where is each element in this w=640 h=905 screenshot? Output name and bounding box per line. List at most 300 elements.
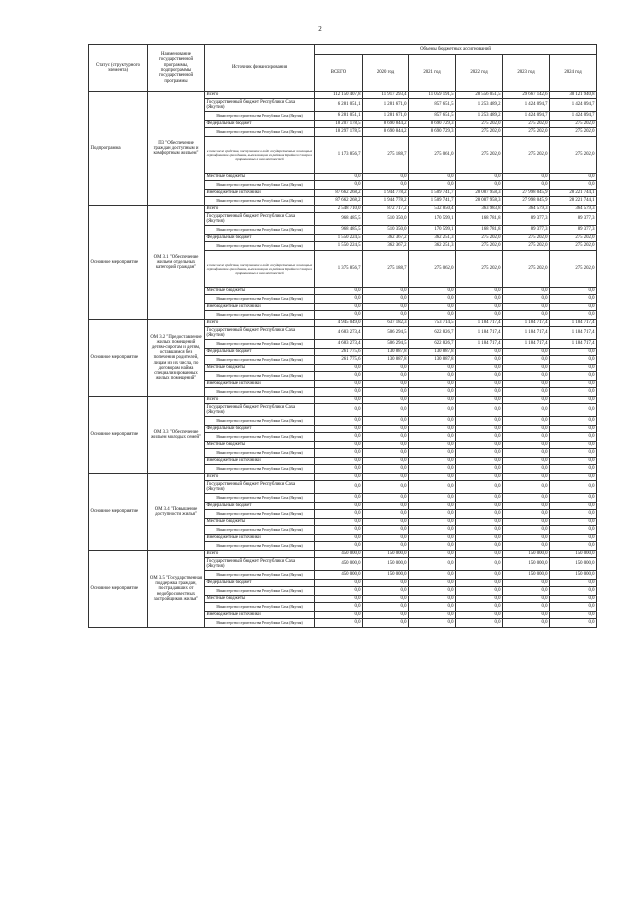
year-value-cell: 0,0 [550,474,597,481]
year-value-cell: 0,0 [409,449,456,458]
year-value-cell: 150 000,0 [503,551,550,558]
total-value-cell: 0,0 [315,433,363,442]
year-value-cell: 0,0 [363,503,409,510]
year-value-cell: 0,0 [456,388,503,397]
year-value-cell: 130 887,8 [363,356,409,365]
year-value-cell: 0,0 [363,619,409,628]
table-header-row [89,45,597,55]
year-value-cell: 0,0 [409,580,456,587]
year-value-cell: 0,0 [363,365,409,372]
total-value-cell: 87 662 268,2 [315,190,363,197]
funding-source-cell: Министерство строительства Республики Саха (Якутия) [205,603,315,612]
year-value-cell: 1 184 717,4 [550,340,597,349]
year-value-cell: 1 509 741,7 [409,197,456,206]
year-value-cell: 0,0 [550,619,597,628]
year-value-cell: 510 350,0 [363,213,409,226]
year-value-cell: 1 184 717,4 [550,320,597,327]
year-value-cell: 0,0 [550,433,597,442]
program-name-cell: ОМ 3.4 "Повышение доступности жилья" [148,474,205,551]
funding-source-cell: в том числе средства, поступившие в виде государственных жилищных сертификатов гражданам, выезжающим из районов Крайнего Севера и приравненных к ним местностей [205,137,315,174]
year-value-cell: 0,0 [456,381,503,388]
year-value-cell: 0,0 [503,426,550,433]
year-value-cell: 0,0 [456,612,503,619]
year-value-cell: 532 850,4 [409,206,456,213]
total-value-cell: 0,0 [315,481,363,494]
year-value-cell: 130 887,8 [409,349,456,356]
year-value-cell: 0,0 [363,510,409,519]
total-value-cell: 6 281 051,1 [315,112,363,121]
year-value-cell: 275 202,0 [503,137,550,174]
year-value-cell: 0,0 [363,433,409,442]
year-value-cell: 0,0 [456,551,503,558]
total-value-cell: 0,0 [315,458,363,465]
total-value-cell: 0,0 [315,181,363,190]
year-value-cell: 150 000,0 [503,558,550,571]
year-value-cell: 0,0 [503,295,550,304]
year-value-cell: 0,0 [550,426,597,433]
year-value-cell: 150 000,0 [363,551,409,558]
year-value-cell: 0,0 [456,404,503,417]
year-value-cell: 0,0 [550,442,597,449]
year-value-cell: 872 717,2 [363,206,409,213]
year-value-cell: 89 377,3 [550,213,597,226]
funding-source-cell: Министерство строительства Республики Саха (Якутия) [205,372,315,381]
year-value-cell: 0,0 [503,349,550,356]
year-value-cell: 622 826,7 [409,340,456,349]
funding-source-cell: Министерство строительства Республики Саха (Якутия) [205,587,315,596]
year-value-cell: 0,0 [363,304,409,311]
year-value-cell: 0,0 [363,587,409,596]
year-value-cell: 0,0 [550,356,597,365]
funding-source-cell: Местные бюджеты [205,596,315,603]
year-value-cell: 0,0 [456,465,503,474]
year-value-cell: 0,0 [363,404,409,417]
year-value-cell: 0,0 [409,519,456,526]
year-value-cell: 0,0 [363,612,409,619]
year-value-cell: 30 121 940,8 [550,92,597,99]
funding-source-cell: Государственный бюджет Республики Саха (Якутия) [205,404,315,417]
year-value-cell: 150 000,0 [363,558,409,571]
year-value-cell: 510 350,0 [363,226,409,235]
year-value-cell: 11 917 293,4 [363,92,409,99]
year-value-cell: 0,0 [503,442,550,449]
total-value-cell: 450 000,0 [315,571,363,580]
year-value-cell: 0,0 [503,481,550,494]
year-value-cell: 0,0 [456,372,503,381]
year-value-cell: 0,0 [456,304,503,311]
year-value-cell: 0,0 [363,474,409,481]
total-value-cell: 0,0 [315,426,363,433]
year-value-cell: 0,0 [456,580,503,587]
year-value-cell: 0,0 [550,181,597,190]
year-value-cell: 0,0 [503,612,550,619]
year-value-cell: 0,0 [456,519,503,526]
year-value-cell: 275 061,0 [409,137,456,174]
year-value-cell: 0,0 [550,404,597,417]
year-value-cell: 0,0 [550,417,597,426]
year-value-cell: 0,0 [456,503,503,510]
total-value-cell: 0,0 [315,510,363,519]
total-value-cell: 0,0 [315,619,363,628]
year-value-cell: 0,0 [503,288,550,295]
year-value-cell: 28 087 958,3 [456,190,503,197]
year-value-cell: 0,0 [550,372,597,381]
year-value-cell: 0,0 [363,449,409,458]
status-cell: Основное мероприятие [89,474,148,551]
year-value-cell: 0,0 [409,481,456,494]
funding-source-cell: Внебюджетные источники [205,535,315,542]
funding-source-cell: Министерство строительства Республики Саха (Якутия) [205,295,315,304]
year-value-cell: 275 202,0 [456,235,503,242]
year-value-cell: 0,0 [363,458,409,465]
year-value-cell: 275 202,0 [456,121,503,128]
year-value-cell: 0,0 [456,481,503,494]
funding-source-cell: Федеральный бюджет [205,503,315,510]
funding-source-cell: Внебюджетные источники [205,612,315,619]
year-value-cell: 275 188,7 [363,137,409,174]
year-value-cell: 0,0 [363,526,409,535]
year-header: 2022 год [456,55,503,92]
funding-source-cell: Внебюджетные источники [205,458,315,465]
total-value-cell: 0,0 [315,603,363,612]
total-value-cell: 0,0 [315,596,363,603]
total-value-cell: 0,0 [315,449,363,458]
funding-source-cell: Всего [205,320,315,327]
year-value-cell: 275 202,0 [550,251,597,288]
year-value-cell: 130 887,8 [409,356,456,365]
year-value-cell: 0,0 [363,519,409,526]
year-value-cell: 0,0 [456,619,503,628]
year-value-cell: 0,0 [550,311,597,320]
year-value-cell: 0,0 [503,404,550,417]
year-value-cell: 0,0 [409,596,456,603]
table-row [89,206,597,213]
year-value-cell: 0,0 [363,481,409,494]
year-value-cell: 28 087 958,3 [456,197,503,206]
year-value-cell: 0,0 [456,295,503,304]
funding-source-cell: Внебюджетные источники [205,190,315,197]
year-value-cell: 275 202,0 [456,137,503,174]
funding-source-cell: Всего [205,92,315,99]
funding-source-cell: Министерство строительства Республики Саха (Якутия) [205,242,315,251]
year-value-cell: 0,0 [550,288,597,295]
funding-source-cell: Министерство строительства Республики Саха (Якутия) [205,356,315,365]
year-value-cell: 8 690 729,3 [409,121,456,128]
year-value-cell: 0,0 [456,542,503,551]
year-value-cell: 0,0 [456,311,503,320]
program-name-cell: П3 "Обеспечение граждан доступным и комфортным жильем" [148,92,205,206]
year-value-cell: 0,0 [503,311,550,320]
year-value-cell: 275 062,0 [409,251,456,288]
year-value-cell: 0,0 [503,458,550,465]
funding-source-cell: Министерство строительства Республики Саха (Якутия) [205,181,315,190]
year-value-cell: 0,0 [550,381,597,388]
year-value-cell: 0,0 [503,580,550,587]
year-value-cell: 0,0 [550,388,597,397]
total-value-cell: 112 150 407,8 [315,92,363,99]
year-value-cell: 0,0 [409,571,456,580]
year-value-cell: 0,0 [409,174,456,181]
year-value-cell: 0,0 [503,174,550,181]
year-value-cell: 0,0 [503,519,550,526]
status-cell: Основное мероприятие [89,397,148,474]
table-row [89,320,597,327]
year-value-cell: 0,0 [363,288,409,295]
total-value-cell: 0,0 [315,503,363,510]
funding-source-cell: Всего [205,397,315,404]
year-value-cell: 89 377,3 [503,226,550,235]
funding-source-cell: Министерство строительства Республики Саха (Якутия) [205,128,315,137]
year-value-cell: 1 424 094,7 [550,112,597,121]
status-cell: Основное мероприятие [89,206,148,320]
year-value-cell: 0,0 [456,426,503,433]
table-row [89,397,597,404]
year-value-cell: 0,0 [550,449,597,458]
funding-source-cell: Государственный бюджет Республики Саха (Якутия) [205,481,315,494]
year-value-cell: 1 184 717,4 [456,327,503,340]
year-value-cell: 275 202,0 [456,242,503,251]
year-value-cell: 0,0 [409,494,456,503]
year-value-cell: 1 253 489,2 [456,112,503,121]
program-name-cell: ОМ 3.2 "Предоставление жилых помещений детям-сиротам и детям, оставшимся без попечения родителей, лицам из их числа, по договорам найма специализированных жилых помещений" [148,320,205,397]
funding-source-cell: Всего [205,474,315,481]
total-value-cell: 0,0 [315,494,363,503]
year-value-cell: 8 690 844,2 [363,121,409,128]
year-value-cell: 362 251,3 [409,242,456,251]
year-value-cell: 0,0 [550,365,597,372]
year-value-cell: 0,0 [363,426,409,433]
year-value-cell: 0,0 [409,587,456,596]
year-value-cell: 0,0 [503,388,550,397]
year-value-cell: 363 983,8 [456,206,503,213]
year-value-cell: 275 202,0 [456,251,503,288]
year-value-cell: 0,0 [363,388,409,397]
year-value-cell: 1 184 717,4 [550,327,597,340]
funding-source-cell: Государственный бюджет Республики Саха (Якутия) [205,327,315,340]
total-value-cell: 0,0 [315,580,363,587]
total-value-cell: 1 550 224,5 [315,242,363,251]
year-value-cell: 275 202,0 [550,128,597,137]
year-value-cell: 0,0 [456,417,503,426]
total-value-cell: 0,0 [315,526,363,535]
funding-source-cell: Местные бюджеты [205,174,315,181]
total-value-cell: 0,0 [315,519,363,526]
year-value-cell: 0,0 [409,388,456,397]
year-value-cell: 0,0 [550,349,597,356]
year-value-cell: 0,0 [550,494,597,503]
year-value-cell: 0,0 [409,551,456,558]
year-value-cell: 0,0 [550,603,597,612]
program-name-header: Наименование государственной программы, подпрограммы государственной программы [148,45,205,92]
total-value-cell: 0,0 [315,535,363,542]
year-value-cell: 0,0 [409,558,456,571]
year-value-cell: 0,0 [503,596,550,603]
year-value-cell: 0,0 [503,449,550,458]
total-value-cell: 1 550 224,5 [315,235,363,242]
year-value-cell: 0,0 [456,397,503,404]
year-value-cell: 0,0 [550,580,597,587]
year-value-cell: 0,0 [550,397,597,404]
year-value-cell: 0,0 [550,458,597,465]
year-value-cell: 364 579,3 [503,206,550,213]
year-value-cell: 0,0 [409,535,456,542]
total-value-cell: 0,0 [315,304,363,311]
year-value-cell: 275 202,0 [503,128,550,137]
funding-source-cell: Внебюджетные источники [205,381,315,388]
year-value-cell: 0,0 [503,510,550,519]
year-value-cell: 0,0 [503,535,550,542]
status-header: Статус (структурного элемента) [89,45,148,92]
year-value-cell: 168 781,8 [456,213,503,226]
funding-source-cell: Федеральный бюджет [205,349,315,356]
year-value-cell: 0,0 [409,381,456,388]
total-value-cell: 968 485,5 [315,213,363,226]
funding-source-cell: Государственный бюджет Республики Саха (Якутия) [205,99,315,112]
year-value-cell: 0,0 [550,612,597,619]
year-value-cell: 0,0 [363,535,409,542]
year-value-cell: 0,0 [503,181,550,190]
funding-source-cell: Местные бюджеты [205,519,315,526]
year-value-cell: 0,0 [550,295,597,304]
status-cell: Основное мероприятие [89,551,148,628]
year-value-cell: 1 184 717,4 [503,340,550,349]
year-value-cell: 1 253 489,2 [456,99,503,112]
funding-source-cell: Всего [205,551,315,558]
year-header: 2020 год [363,55,409,92]
funding-source-cell: Федеральный бюджет [205,235,315,242]
total-value-cell: 968 485,5 [315,226,363,235]
program-name-cell: ОМ 3.3 "Обеспечение жильем молодых семей" [148,397,205,474]
year-value-cell: 0,0 [456,433,503,442]
year-value-cell: 0,0 [503,465,550,474]
table-row [89,551,597,558]
year-value-cell: 0,0 [363,397,409,404]
total-value-cell: 0,0 [315,365,363,372]
year-value-cell: 275 202,0 [550,137,597,174]
year-value-cell: 0,0 [503,474,550,481]
year-value-cell: 0,0 [456,356,503,365]
year-value-cell: 0,0 [409,288,456,295]
total-value-cell: 450 000,0 [315,558,363,571]
year-value-cell: 0,0 [409,603,456,612]
funding-source-cell: Министерство строительства Республики Саха (Якутия) [205,197,315,206]
year-value-cell: 0,0 [409,619,456,628]
year-value-cell: 27 998 045,9 [503,190,550,197]
year-value-cell: 0,0 [456,596,503,603]
year-value-cell: 0,0 [409,458,456,465]
year-value-cell: 0,0 [503,356,550,365]
year-value-cell: 362 367,2 [363,242,409,251]
year-value-cell: 0,0 [456,458,503,465]
year-value-cell: 150 000,0 [550,558,597,571]
funding-source-cell: Федеральный бюджет [205,580,315,587]
total-value-cell: 0,0 [315,388,363,397]
total-value-cell: 0,0 [315,397,363,404]
year-value-cell: 0,0 [456,442,503,449]
year-value-cell: 0,0 [503,526,550,535]
year-value-cell: 0,0 [456,181,503,190]
year-value-cell: 0,0 [550,526,597,535]
year-value-cell: 637 182,3 [363,320,409,327]
total-value-cell: 6 281 051,1 [315,99,363,112]
total-value-cell: 0,0 [315,442,363,449]
year-value-cell: 0,0 [456,365,503,372]
year-value-cell: 275 202,0 [503,235,550,242]
year-value-cell: 0,0 [503,381,550,388]
year-value-cell: 150 000,0 [503,571,550,580]
total-value-cell: 0,0 [315,295,363,304]
year-header: 2024 год [550,55,597,92]
year-value-cell: 0,0 [456,494,503,503]
funding-source-cell: Министерство строительства Республики Саха (Якутия) [205,465,315,474]
year-value-cell: 1 281 671,0 [363,112,409,121]
year-value-cell: 0,0 [409,404,456,417]
year-value-cell: 0,0 [409,433,456,442]
year-value-cell: 506 294,5 [363,327,409,340]
total-value-cell: 18 297 178,5 [315,128,363,137]
year-value-cell: 0,0 [456,535,503,542]
year-value-cell: 0,0 [409,542,456,551]
year-value-cell: 0,0 [456,510,503,519]
funding-source-cell: Министерство строительства Республики Саха (Якутия) [205,112,315,121]
year-value-cell: 0,0 [363,542,409,551]
funding-source-cell: Министерство строительства Республики Саха (Якутия) [205,510,315,519]
funding-source-cell: Всего [205,206,315,213]
year-value-cell: 275 202,0 [550,242,597,251]
total-value-cell: 4 683 273,4 [315,327,363,340]
total-value-cell: 0,0 [315,465,363,474]
funding-source-cell: Местные бюджеты [205,442,315,449]
year-value-cell: 275 202,0 [456,128,503,137]
year-value-cell: 0,0 [503,542,550,551]
total-value-cell: 0,0 [315,612,363,619]
year-value-cell: 0,0 [409,503,456,510]
total-value-cell: 0,0 [315,311,363,320]
year-value-cell: 150 000,0 [363,571,409,580]
year-value-cell: 0,0 [550,481,597,494]
year-value-cell: 1 184 717,4 [503,327,550,340]
total-value-cell: 0,0 [315,474,363,481]
status-cell: Подпрограмма [89,92,148,206]
year-value-cell: 130 887,8 [363,349,409,356]
year-value-cell: 0,0 [363,580,409,587]
total-value-cell: 0,0 [315,417,363,426]
funding-source-cell: Местные бюджеты [205,365,315,372]
year-value-cell: 0,0 [503,304,550,311]
year-value-cell: 0,0 [503,494,550,503]
year-value-cell: 0,0 [456,474,503,481]
total-value-cell: 1 173 856,7 [315,137,363,174]
page-number: 2 [318,25,322,33]
year-value-cell: 0,0 [550,519,597,526]
total-value-cell: 0,0 [315,542,363,551]
year-value-cell: 0,0 [409,372,456,381]
year-value-cell: 0,0 [409,304,456,311]
total-value-cell: 450 000,0 [315,551,363,558]
year-value-cell: 0,0 [456,558,503,571]
funding-source-cell: Министерство строительства Республики Саха (Якутия) [205,388,315,397]
year-value-cell: 362 251,3 [409,235,456,242]
year-value-cell: 170 599,1 [409,226,456,235]
total-value-cell: 2 548 710,0 [315,206,363,213]
funding-source-cell: Министерство строительства Республики Саха (Якутия) [205,494,315,503]
total-value-cell: 0,0 [315,587,363,596]
budget-volumes-header: Объемы бюджетных ассигнований [315,45,597,55]
funding-source-cell: Государственный бюджет Республики Саха (Якутия) [205,558,315,571]
total-value-cell: 261 775,6 [315,349,363,356]
year-value-cell: 0,0 [456,571,503,580]
program-name-cell: ОМ 3.1 "Обеспечение жильем отдельных категорий граждан" [148,206,205,320]
